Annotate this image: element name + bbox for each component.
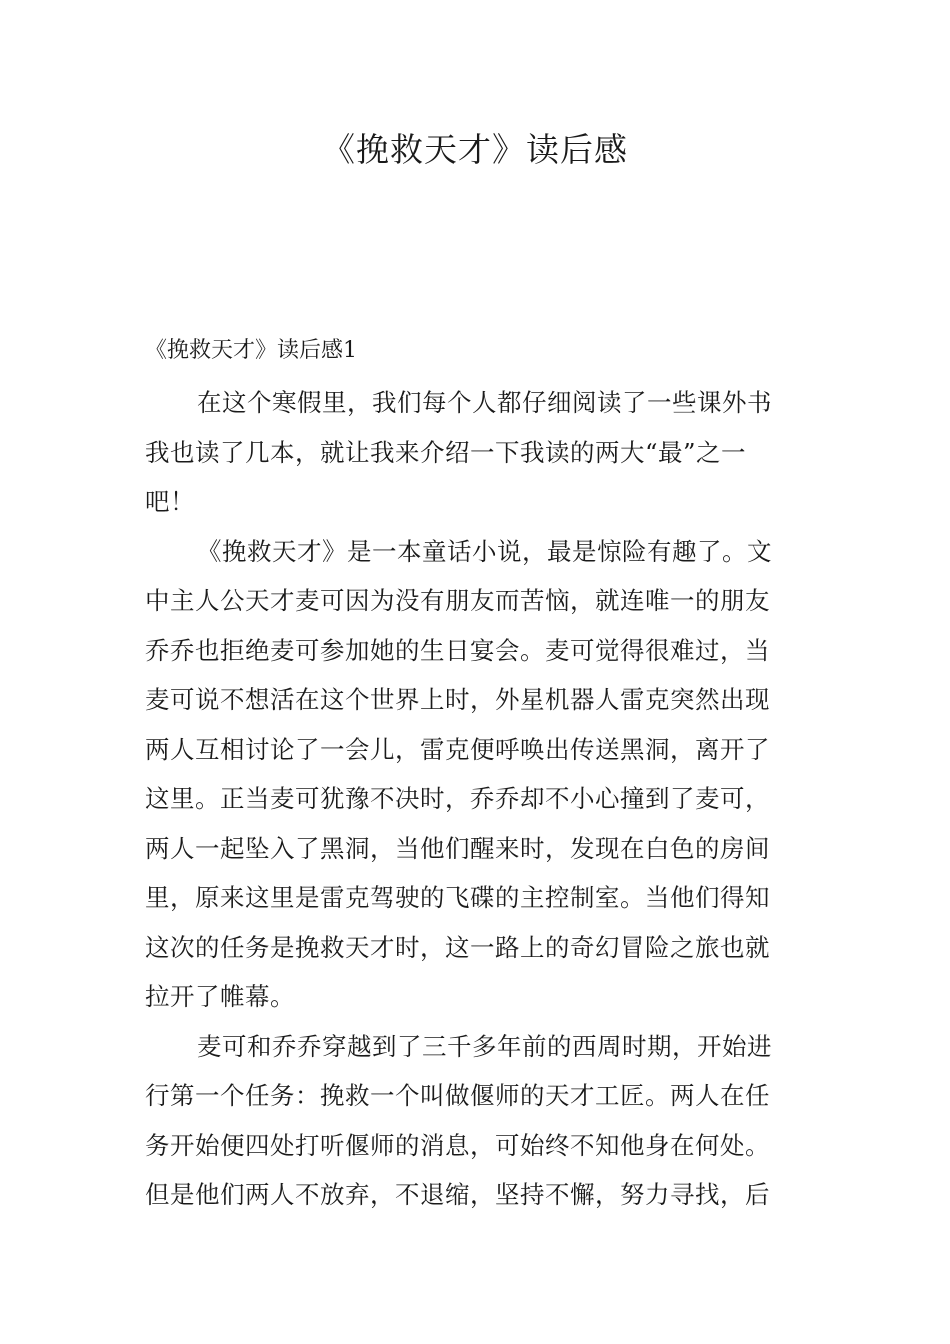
paragraph-line: 务开始便四处打听偃师的消息，可始终不知他身在何处。	[145, 1130, 770, 1160]
paragraph-1	[145, 378, 807, 527]
paragraph-line: 里，原来这里是雷克驾驶的飞碟的主控制室。当他们得知	[145, 883, 770, 912]
paragraph-line: 行第一个任务：挽救一个叫做偃师的天才工匠。两人在任	[145, 1081, 770, 1110]
paragraph-3	[145, 1022, 807, 1220]
paragraph-line: 两人一起坠入了黑洞，当他们醒来时，发现在白色的房间	[145, 833, 770, 863]
document-title: 《挽救天才》读后感	[322, 130, 628, 169]
paragraph-line: 拉开了帷幕。	[145, 982, 295, 1011]
paragraph-line: 中主人公天才麦可因为没有朋友而苦恼，就连唯一的朋友	[145, 586, 770, 615]
paragraph-line: 两人互相讨论了一会儿，雷克便呼唤出传送黑洞，离开了	[145, 734, 770, 764]
paragraph-line: 在这个寒假里，我们每个人都仔细阅读了一些课外书	[197, 388, 772, 417]
paragraph-line: 麦可和乔乔穿越到了三千多年前的西周时期，开始进	[197, 1031, 772, 1061]
paragraph-line: 吧！	[145, 487, 195, 516]
paragraph-line: 我也读了几本，就让我来介绍一下我读的两大“最”之一	[145, 437, 747, 467]
paragraph-line: 麦可说不想活在这个世界上时，外星机器人雷克突然出现	[145, 685, 770, 714]
paragraph-line: 但是他们两人不放弃，不退缩，坚持不懈，努力寻找，后	[145, 1180, 770, 1209]
paragraph-line: 《挽救天才》是一本童话小说，最是惊险有趣了。文	[197, 536, 772, 566]
paragraph-2	[145, 527, 807, 1022]
paragraph-line: 乔乔也拒绝麦可参加她的生日宴会。麦可觉得很难过，当	[145, 635, 770, 665]
paragraph-line: 这次的任务是挽救天才时，这一路上的奇幻冒险之旅也就	[145, 932, 770, 962]
section-heading: 《挽救天才》读后感1	[145, 338, 357, 363]
paragraph-line: 这里。正当麦可犹豫不决时，乔乔却不小心撞到了麦可，	[145, 784, 770, 813]
document-body	[145, 330, 807, 1220]
